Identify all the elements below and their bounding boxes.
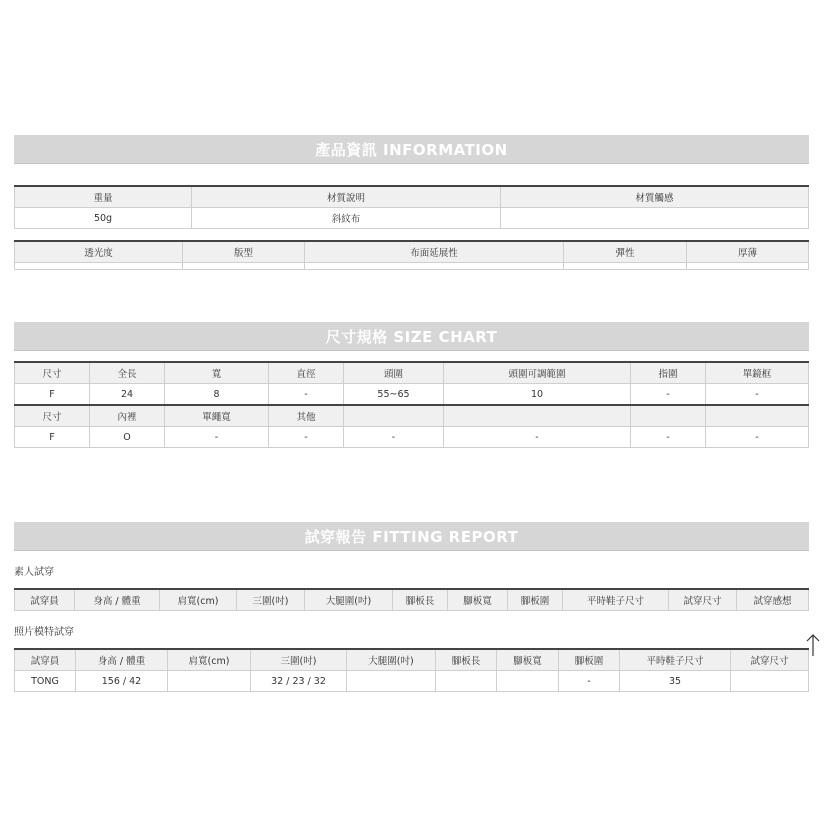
size-header: 其他 (269, 405, 344, 427)
model-value (168, 671, 251, 692)
size-value: F (15, 427, 90, 448)
size-value: F (15, 384, 90, 406)
information-table-1 (14, 185, 809, 229)
size-header: 尺寸 (15, 362, 90, 384)
info-header-fit: 版型 (183, 241, 305, 263)
model-header: 腳板長 (436, 649, 497, 671)
amateur-header: 腳板寬 (448, 589, 508, 611)
model-header: 試穿尺寸 (731, 649, 809, 671)
amateur-header: 試穿尺寸 (669, 589, 737, 611)
size-value: - (444, 427, 631, 448)
amateur-header: 肩寬(cm) (160, 589, 237, 611)
scroll-to-top-button[interactable] (806, 633, 820, 657)
info-header-stretch: 布面延展性 (305, 241, 564, 263)
size-value: - (269, 427, 344, 448)
size-chart-section (14, 322, 809, 351)
size-header: 寬 (165, 362, 269, 384)
model-value: - (559, 671, 620, 692)
model-header: 腳板寬 (497, 649, 559, 671)
size-header: 指圍 (631, 362, 706, 384)
info-value-fit (183, 263, 305, 270)
information-table-2 (14, 240, 809, 270)
model-value: 32 / 23 / 32 (251, 671, 347, 692)
size-header: 單繩寬 (165, 405, 269, 427)
info-value-thickness (687, 263, 809, 270)
amateur-header: 試穿員 (15, 589, 75, 611)
info-header-thickness: 厚薄 (687, 241, 809, 263)
amateur-header: 試穿感想 (737, 589, 809, 611)
size-header: 尺寸 (15, 405, 90, 427)
info-value-weight: 50g (15, 208, 192, 229)
size-value: - (165, 427, 269, 448)
model-value: 156 / 42 (76, 671, 168, 692)
amateur-fitting-table (14, 588, 809, 611)
amateur-fitting-label: 素人試穿 (14, 567, 54, 578)
info-value-opacity (15, 263, 183, 270)
info-value-material: 斜紋布 (192, 208, 501, 229)
fitting-report-section (14, 522, 809, 551)
model-header: 身高 / 體重 (76, 649, 168, 671)
info-value-stretch (305, 263, 564, 270)
size-chart-table (14, 361, 809, 448)
model-value (436, 671, 497, 692)
size-value: O (90, 427, 165, 448)
size-header: 單鏡框 (706, 362, 809, 384)
size-header: 內裡 (90, 405, 165, 427)
info-value-elasticity (564, 263, 687, 270)
amateur-header: 腳板長 (393, 589, 448, 611)
size-header: 頭圍 (344, 362, 444, 384)
model-value: TONG (15, 671, 76, 692)
model-value (347, 671, 436, 692)
info-header-material: 材質說明 (192, 186, 501, 208)
model-fitting-label: 照片模特試穿 (14, 627, 74, 638)
model-header: 平時鞋子尺寸 (620, 649, 731, 671)
model-value (731, 671, 809, 692)
size-chart-banner: 尺寸規格 SIZE CHART (14, 322, 809, 351)
model-fitting-table (14, 648, 809, 692)
model-header: 大腿圍(吋) (347, 649, 436, 671)
amateur-header: 腳板圍 (508, 589, 563, 611)
amateur-header: 三圍(吋) (237, 589, 305, 611)
size-value: - (631, 427, 706, 448)
size-value: - (706, 384, 809, 406)
size-value: - (269, 384, 344, 406)
size-value: 24 (90, 384, 165, 406)
size-header (444, 405, 631, 427)
fitting-report-banner: 試穿報告 FITTING REPORT (14, 522, 809, 551)
amateur-header: 身高 / 體重 (75, 589, 160, 611)
size-header: 頭圍可調範圍 (444, 362, 631, 384)
size-value: - (706, 427, 809, 448)
size-value: 55~65 (344, 384, 444, 406)
info-value-texture (501, 208, 809, 229)
info-header-elasticity: 彈性 (564, 241, 687, 263)
size-value: - (344, 427, 444, 448)
info-header-texture: 材質觸感 (501, 186, 809, 208)
info-header-weight: 重量 (15, 186, 192, 208)
model-value: 35 (620, 671, 731, 692)
size-header: 全長 (90, 362, 165, 384)
model-header: 三圍(吋) (251, 649, 347, 671)
size-header (631, 405, 706, 427)
model-header: 試穿員 (15, 649, 76, 671)
info-header-opacity: 透光度 (15, 241, 183, 263)
amateur-header: 大腿圍(吋) (305, 589, 393, 611)
model-header: 肩寬(cm) (168, 649, 251, 671)
model-value (497, 671, 559, 692)
amateur-header: 平時鞋子尺寸 (563, 589, 669, 611)
information-banner: 產品資訊 INFORMATION (14, 135, 809, 164)
size-header (706, 405, 809, 427)
information-section (14, 135, 809, 164)
size-header (344, 405, 444, 427)
size-value: 8 (165, 384, 269, 406)
model-header: 腳板圍 (559, 649, 620, 671)
size-value: - (631, 384, 706, 406)
arrow-up-icon (806, 633, 820, 657)
size-value: 10 (444, 384, 631, 406)
size-header: 直徑 (269, 362, 344, 384)
